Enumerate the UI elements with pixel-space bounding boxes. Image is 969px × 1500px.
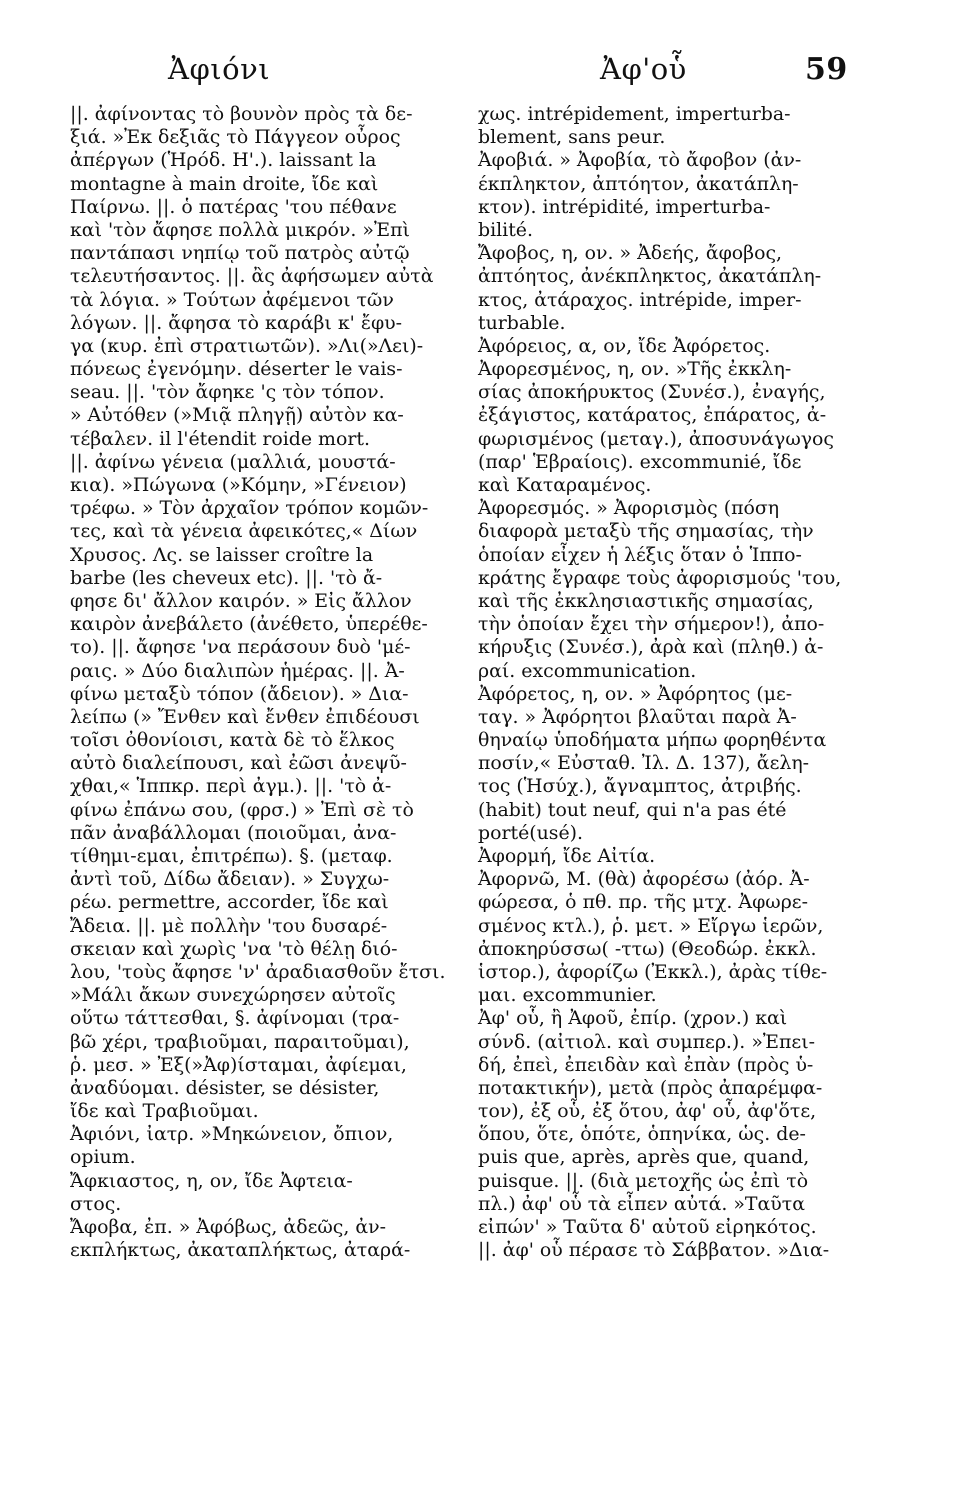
text-line: καιρὸν ἀνεβάλετο (ἀνέθετο, ὑπερέθε-: [70, 613, 428, 636]
text-line: Ἀφορνῶ, Μ. (θὰ) ἀφορέσω (ἀόρ. Ἀ-: [478, 868, 810, 891]
text-line: μαι. excommunier.: [478, 984, 657, 1007]
text-line: χθαι,« Ἱππκρ. περὶ ἀγμ.). ||. 'τὸ ἀ-: [70, 775, 392, 798]
text-line: ἀποκηρύσσω( -ττω) (Θεοδώρ. ἐκκλ.: [478, 937, 817, 960]
text-line: λόγων. ||. ἄφησα τὸ καράβι κ' ἔφυ-: [70, 311, 403, 334]
text-line: Ἄφκιαστος, η, ον, ἴδε Ἀφτεια-: [70, 1169, 353, 1192]
text-line: ||. ἀφίνοντας τὸ βουνὸν πρὸς τὰ δε-: [70, 103, 413, 125]
text-line: puisque. ||. (διὰ μετοχῆς ὡς ἐπὶ τὸ: [478, 1169, 809, 1192]
text-line: εκπλήκτως, ἀκαταπλήκτως, ἀταρά-: [70, 1239, 411, 1262]
text-line: (παρ' Ἑβραίοις). excommunié, ἴδε: [478, 450, 802, 473]
text-line: blement, sans peur.: [478, 126, 666, 149]
text-line: φίνω ἐπάνω σου, (φρσ.) » Ἐπὶ σὲ τὸ: [70, 798, 414, 821]
text-line: bilité.: [478, 218, 533, 241]
text-line: τος (Ἡσύχ.), ἄγναμπτος, ἀτριβής.: [478, 775, 802, 798]
text-line: Ἀφορμή, ἴδε Αἰτία.: [478, 845, 656, 867]
text-line: στος.: [70, 1192, 122, 1215]
text-line: ἀπέργων (Ἡρόδ. Η'.). laissant la: [70, 149, 377, 172]
text-line: οὕτω τάττεσθαι, §. ἀφίνομαι (τρα-: [70, 1007, 400, 1030]
text-line: τίθημι-εμαι, ἐπιτρέπω). §. (μεταφ.: [70, 845, 393, 867]
text-line: Ἄδεια. ||. μὲ πολλὴν 'του δυσαρέ-: [70, 914, 388, 937]
text-line: τὰ λόγια. » Τούτων ἀφέμενοι τῶν: [70, 288, 394, 311]
text-line: κτος, ἀτάραχος. intrépide, imper-: [478, 288, 802, 311]
text-line: πᾶν ἀναβάλλομαι (ποιοῦμαι, ἀνα-: [70, 821, 397, 844]
text-line: τελευτήσαντος. ||. ἂς ἀφήσωμεν αὐτὰ: [70, 265, 434, 288]
text-line: γα (κυρ. ἐπὶ στρατιωτῶν). »Λι(»Λει)-: [70, 334, 424, 357]
text-line: turbable.: [478, 311, 566, 334]
text-line: ποσίν,« Εὐσταθ. Ἰλ. Δ. 137), ἄελη-: [478, 752, 810, 775]
text-line: Ἄφοβος, η, ον. » Ἀδεής, ἄφοβος,: [478, 242, 783, 265]
text-line: εἰπών' » Ταῦτα δ' αὐτοῦ εἰρηκότος.: [478, 1216, 817, 1238]
text-line: έκπληκτον, ἀπτόητον, ἀκατάπλη-: [478, 172, 799, 195]
text-line: σύνδ. (αἰτιολ. καὶ συμπερ.). »Ἐπει-: [478, 1030, 815, 1053]
text-line: καὶ 'τὸν ἄφησε πολλὰ μικρόν. »Ἐπὶ: [70, 218, 410, 241]
text-line: τέβαλεν. il l'étendit roide mort.: [70, 427, 370, 450]
text-line: πλ.) ἀφ' οὗ τὰ εἶπεν αὐτά. »Ταῦτα: [478, 1192, 805, 1215]
text-line: λου, 'τοὺς ἄφησε 'ν' ἀραδιασθοῦν ἔτσι.: [70, 960, 446, 983]
text-line: χως. intrépidement, imperturba-: [478, 103, 791, 125]
text-line: καὶ τῆς ἐκκλησιαστικῆς σημασίας,: [478, 589, 814, 612]
text-line: ρέω. permettre, accorder, ἴδε καὶ: [70, 891, 389, 914]
text-line: θηναίῳ ὑποδήματα μήπω φορηθέντα: [478, 729, 827, 752]
text-line: seau. ||. 'τὸν ἄφηκε 'ς τὸν τόπον.: [70, 381, 385, 404]
text-line: κτον). intrépidité, imperturba-: [478, 195, 771, 218]
text-line: ἀντὶ τοῦ, Δίδω ἄδειαν). » Συγχω-: [70, 868, 390, 891]
text-line: ταγ. » Ἀφόρητοι βλαῦται παρὰ Ἀ-: [478, 705, 797, 728]
text-line: δή, ἐπεὶ, ἐπειδὰν καὶ ἐπὰν (πρὸς ὑ-: [478, 1053, 814, 1076]
text-line: τοῖσι ὀθονίοισι, κατὰ δὲ τὸ ἕλκος: [70, 729, 395, 752]
text-line: montagne à main droite, ἴδε καὶ: [70, 172, 379, 195]
text-line: σίας ἀποκήρυκτος (Συνέσ.), ἐναγής,: [478, 381, 826, 404]
text-line: ἐξάγιστος, κατάρατος, ἐπάρατος, ἀ-: [478, 404, 827, 427]
text-line: Ἀφόρετος, η, ον. » Ἀφόρητος (με-: [478, 682, 793, 705]
text-line: Χρυσος. Λς. se laisser croître la: [70, 543, 374, 566]
text-line: » Αὐτόθεν (»Μιᾷ πληγῇ) αὐτὸν κα-: [70, 404, 404, 427]
text-line: ὁποίαν εἶχεν ἡ λέξις ὅταν ὁ Ἱππο-: [478, 543, 802, 566]
running-head-center: Ἀφ'οὗ: [600, 52, 687, 86]
text-line: ξιά. »Ἐκ δεξιᾶς τὸ Πάγγεον οὖρος: [70, 126, 401, 149]
text-line: Παίρνω. ||. ὁ πατέρας 'του πέθανε: [70, 195, 397, 218]
text-line: ἀπτόητος, ἀνέκπληκτος, ἀκατάπλη-: [478, 265, 822, 288]
text-line: καὶ Καταραμένος.: [478, 474, 652, 496]
text-line: ||. ἀφίνω γένεια (μαλλιά, μουστά-: [70, 450, 396, 473]
text-line: ἴδε καὶ Τραβιοῦμαι.: [70, 1100, 259, 1123]
text-line: βῶ χέρι, τραβιοῦμαι, παραιτοῦμαι),: [70, 1030, 410, 1053]
text-line: σκειαν καὶ χωρὶς 'να 'τὸ θέλῃ διό-: [70, 937, 398, 960]
running-head-left: Ἀφιόνι: [168, 52, 271, 86]
text-line: Ἀφ' οὗ, ἢ Ἀφοῦ, ἐπίρ. (χρον.) καὶ: [478, 1007, 788, 1030]
text-line: κια). »Πώγωνα (»Κόμην, »Γένειον): [70, 474, 407, 496]
text-line: ραί. excommunication.: [478, 659, 697, 682]
text-line: Ἀφιόνι, ἰατρ. »Μηκώνειον, ὄπιον,: [70, 1123, 394, 1146]
text-line: διαφορὰ μεταξὺ τῆς σημασίας, τὴν: [478, 520, 814, 543]
text-line: παντάπασι νηπίῳ τοῦ πατρὸς αὐτῷ: [70, 242, 410, 265]
text-line: τρέφω. » Τὸν ἀρχαῖον τρόπον κομῶν-: [70, 497, 429, 520]
text-line: ||. ἀφ' οὗ πέρασε τὸ Σάββατον. »Δια-: [478, 1239, 830, 1262]
text-line: κράτης ἔγραφε τοὺς ἀφορισμούς 'του,: [478, 566, 842, 589]
text-line: ὅπου, ὅτε, ὁπότε, ὁπηνίκα, ὡς. de-: [478, 1123, 806, 1146]
text-line: ἱστορ.), ἀφορίζω (Ἐκκλ.), ἀρὰς τίθε-: [478, 960, 828, 983]
text-line: φώρεσα, ὁ πθ. πρ. τῆς μτχ. Ἀφωρε-: [478, 891, 808, 914]
text-line: ποτακτικήν), μετὰ (πρὸς ἀπαρέμφα-: [478, 1076, 823, 1099]
text-line: κήρυξις (Συνέσ.), ἀρὰ καὶ (πληθ.) ἀ-: [478, 636, 824, 659]
text-line: ραις. » Δύο διαλιπὼν ἡμέρας. ||. Ἀ-: [70, 659, 405, 682]
text-line: τὴν ὁποίαν ἔχει τὴν σήμερον!), ἀπο-: [478, 613, 825, 636]
text-line: Ἀφοβιά. » Ἀφοβία, τὸ ἄφοβον (ἀν-: [478, 149, 802, 172]
text-line: σμένος κτλ.), ῥ. μετ. » Εἴργω ἱερῶν,: [478, 914, 824, 937]
text-line: φωρισμένος (μεταγ.), ἀποσυνάγωγος: [478, 427, 834, 450]
text-line: τες, καὶ τὰ γένεια ἀφεικότες,« Δίων: [70, 520, 418, 543]
text-line: Ἀφορεσμένος, η, ον. »Τῆς ἐκκλη-: [478, 358, 792, 381]
text-line: Ἀφόρειος, α, ον, ἴδε Ἀφόρετος.: [478, 334, 771, 357]
left-column: [70, 103, 450, 1262]
page-number: 59: [805, 52, 848, 87]
text-line: porté(usé).: [478, 821, 584, 844]
text-line: το). ||. ἄφησε 'να περάσουν δυὸ 'μέ-: [70, 636, 411, 659]
text-line: (habit) tout neuf, qui n'a pas été: [478, 798, 787, 821]
text-line: ῥ. μεσ. » Ἐξ(»Ἀφ)ίσταμαι, ἀφίεμαι,: [70, 1053, 407, 1076]
text-line: Ἀφορεσμός. » Ἀφορισμὸς (πόση: [478, 497, 780, 520]
right-column: [478, 103, 878, 1262]
text-line: »Μάλι ἄκων συνεχώρησεν αὐτοῖς: [70, 984, 396, 1007]
text-line: opium.: [70, 1146, 136, 1169]
text-line: πόνεως ἐγενόμην. déserter le vais-: [70, 358, 403, 381]
text-line: φίνω μεταξὺ τόπον (ἄδειον). » Δια-: [70, 682, 409, 705]
text-line: Ἄφοβα, ἐπ. » Ἀφόβως, ἀδεῶς, ἀν-: [70, 1216, 386, 1238]
text-line: τον), ἐξ οὗ, ἐξ ὅτου, ἀφ' οὗ, ἀφ'ὅτε,: [478, 1100, 817, 1123]
text-line: ἀναδύομαι. désister, se désister,: [70, 1076, 380, 1099]
text-line: barbe (les cheveux etc). ||. 'τὸ ἄ-: [70, 566, 383, 589]
text-line: φησε δι' ἄλλον καιρόν. » Εἰς ἄλλον: [70, 589, 412, 612]
text-line: puis que, après, après que, quand,: [478, 1146, 810, 1169]
text-line: αὐτὸ διαλείπουσι, καὶ ἐῶσι ἀνεψῦ-: [70, 752, 407, 775]
text-line: λείπω (» Ἔνθεν καὶ ἔνθεν ἐπιδέουσι: [70, 705, 420, 728]
